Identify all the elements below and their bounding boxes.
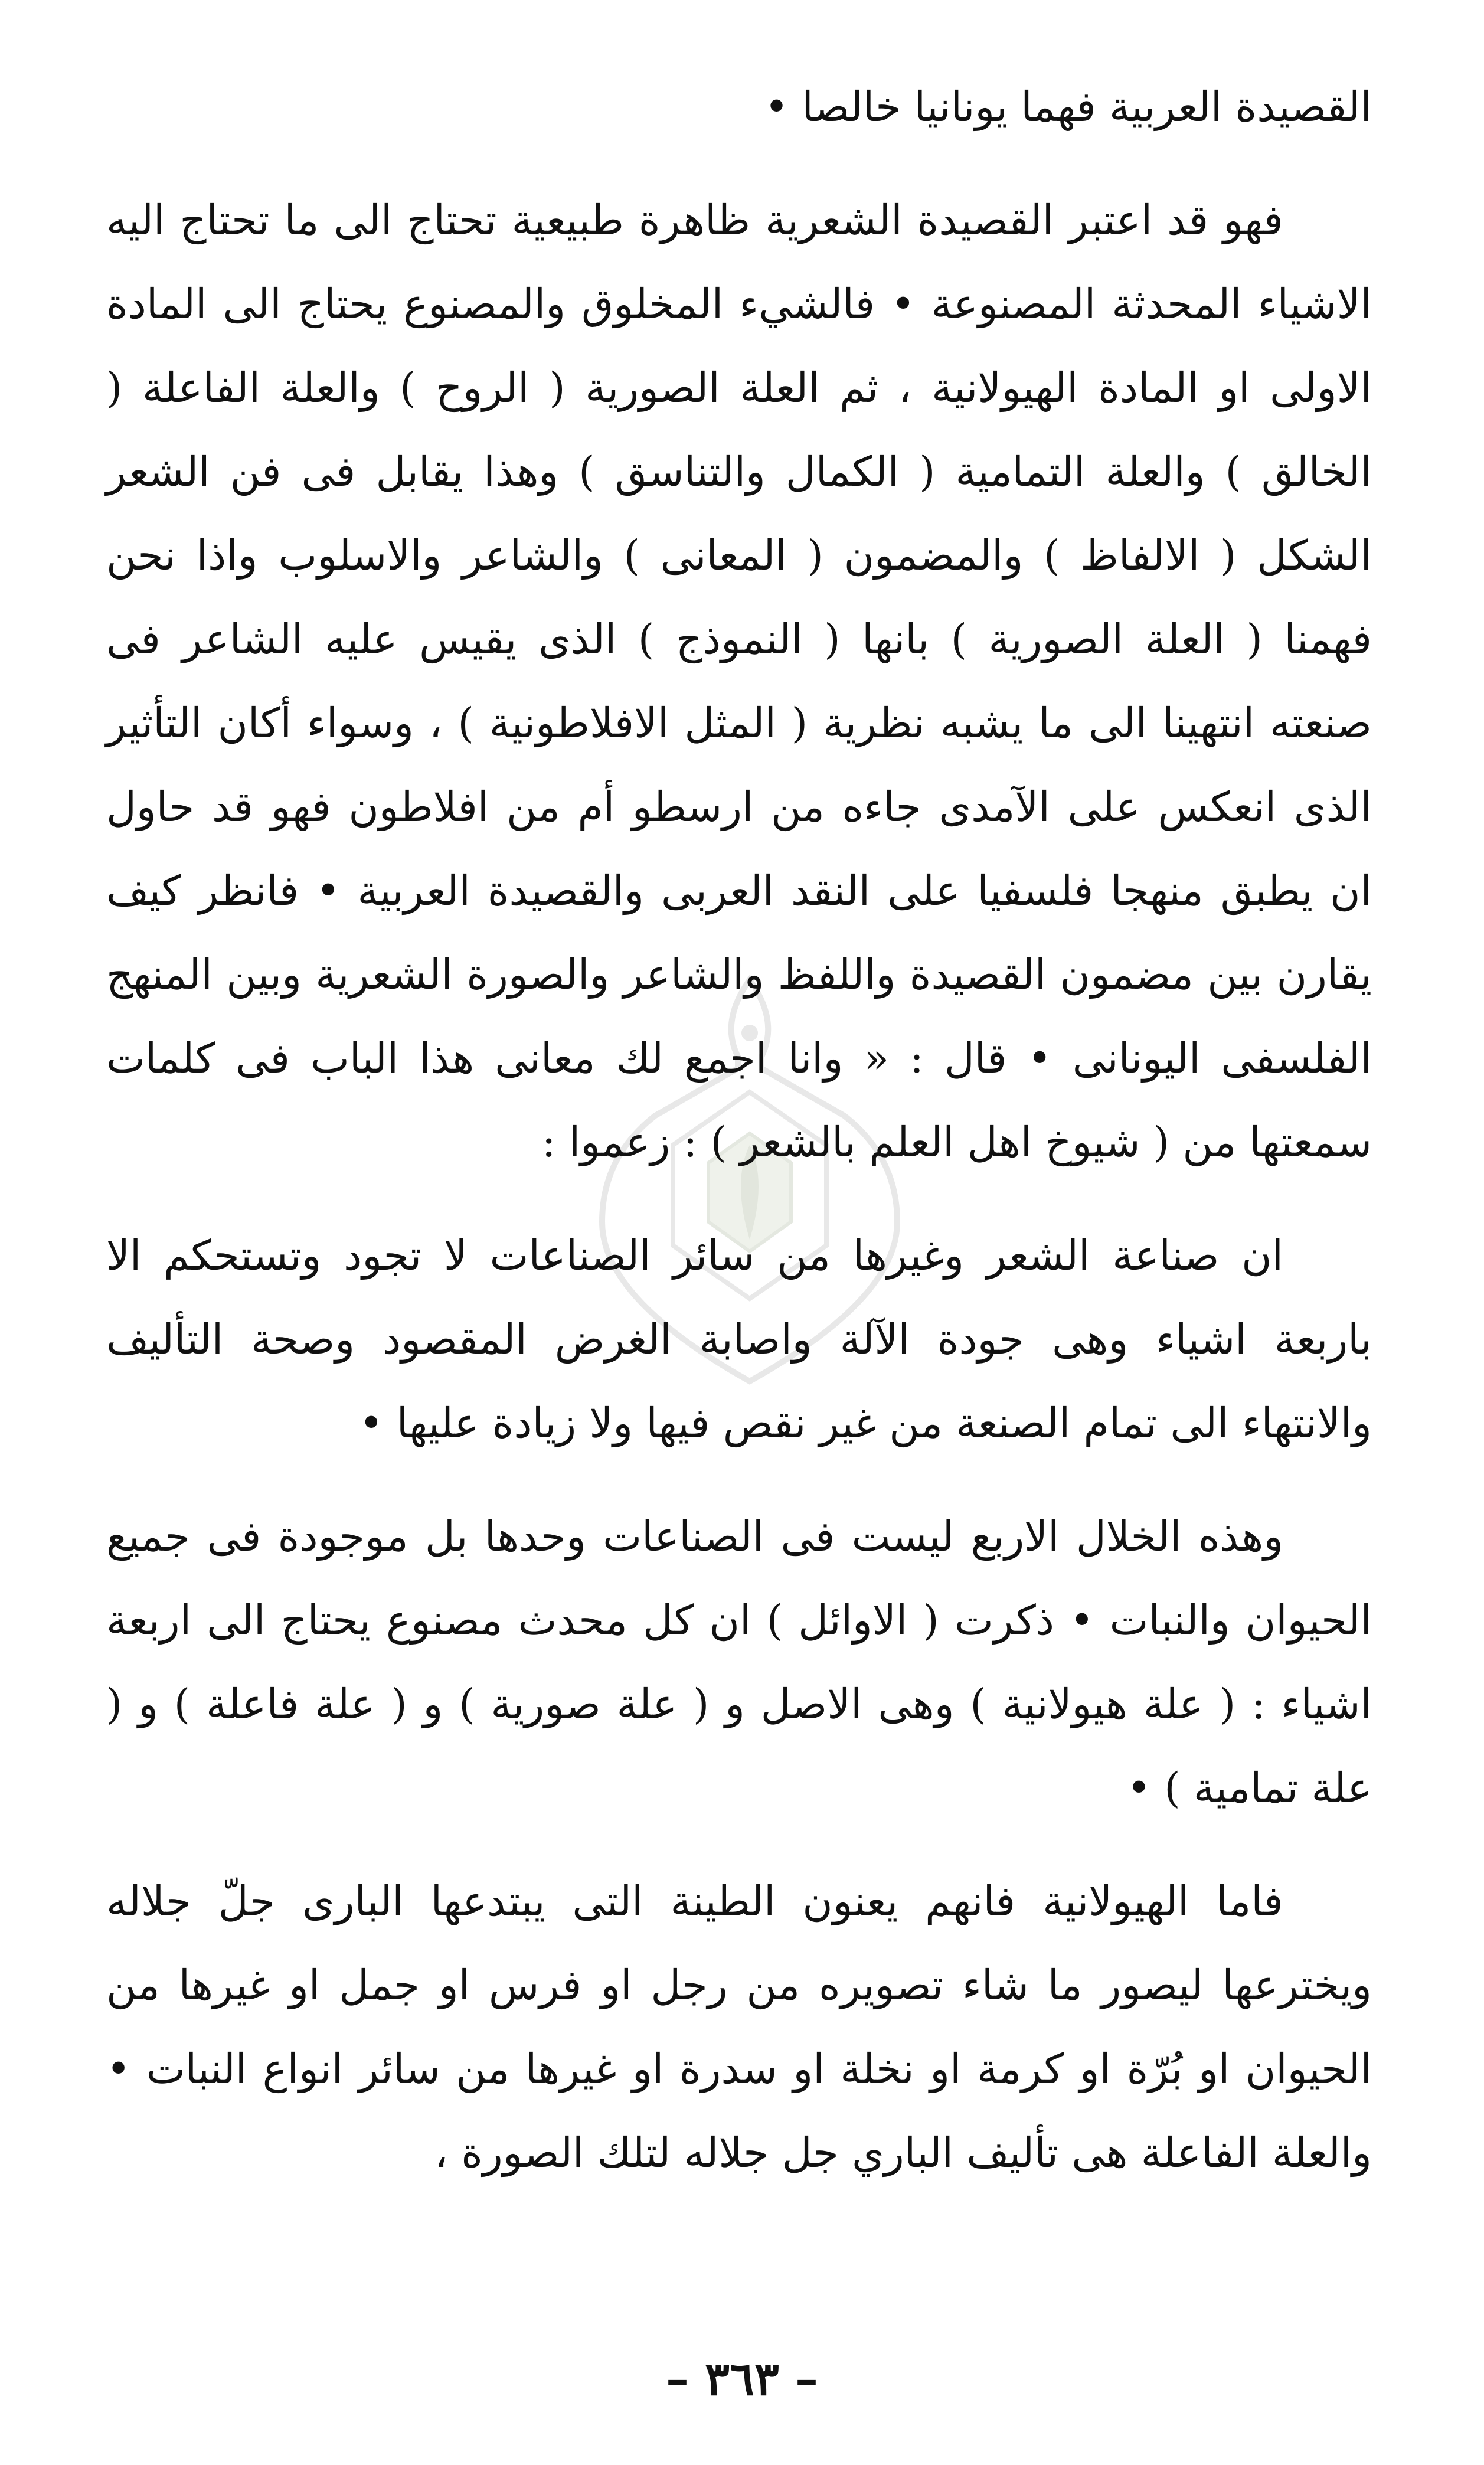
body-text — [106, 65, 1372, 2195]
paragraph-4: وهذه الخلال الاربع ليست فى الصناعات وحدها بل موجودة فى جميع الحيوان والنبات • ذكرت ( الاوائل ) ان كل محدث مصنوع يحتاج الى اربعة اشياء : ( علة هيولانية ) وهى الاصل و ( علة صورية ) و ( علة فاعلة ) و ( علة تمامية ) • — [106, 1512, 1372, 1812]
paragraph-3-quotation: ان صناعة الشعر وغيرها من سائر الصناعات لا تجود وتستحكم الا باربعة اشياء وهى جودة الآلة واصابة الغرض المقصود وصحة التأليف والانتهاء الى تمام الصنعة من غير نقص فيها ولا زيادة عليها • — [106, 1231, 1372, 1447]
paragraph-1: القصيدة العربية فهما يونانيا خالصا • — [764, 83, 1372, 131]
paragraph-2: فهو قد اعتبر القصيدة الشعرية ظاهرة طبيعية تحتاج الى ما تحتاج اليه الاشياء المحدثة المصنوعة • فالشيء المخلوق والمصنوع يحتاج الى المادة الاولى او المادة الهيولانية ، ثم العلة الصورية ( الروح ) والعلة الفاعلة ( الخالق ) والعلة التمامية ( الكمال والتناسق ) وهذا يقابل فى فن الشعر الشكل ( الالفاظ ) والمضمون ( المعانى ) والشاعر والاسلوب واذا نحن فهمنا ( العلة الصورية ) بانها ( النموذج ) الذى يقيس عليه الشاعر فى صنعته انتهينا الى ما يشبه نظرية ( المثل الافلاطونية ) ، وسواء أكان التأثير الذى انعكس على الآمدى جاءه من ارسطو أم من افلاطون فهو قد حاول ان يطبق منهجا فلسفيا على النقد العربى والقصيدة العربية • فانظر كيف يقارن بين مضمون القصيدة واللفظ والشاعر والصورة الشعرية وبين المنهج الفلسفى اليونانى • قال : « وانا اجمع لك معانى هذا الباب فى كلمات سمعتها من ( شيوخ اهل العلم بالشعر ) : زعموا : — [106, 196, 1372, 1166]
paragraph-5: فاما الهيولانية فانهم يعنون الطينة التى يبتدعها البارى جلّ جلاله ويخترعها ليصور ما شاء تصويره من رجل او فرس او جمل او غيرها من الحيوان او بُرّة او كرمة او نخلة او سدرة او غيرها من سائر انواع النبات • والعلة الفاعلة هى تأليف الباري جل جلاله لتلك الصورة ، — [106, 1877, 1372, 2177]
page-number: – ٣٦٣ – — [666, 2352, 818, 2406]
